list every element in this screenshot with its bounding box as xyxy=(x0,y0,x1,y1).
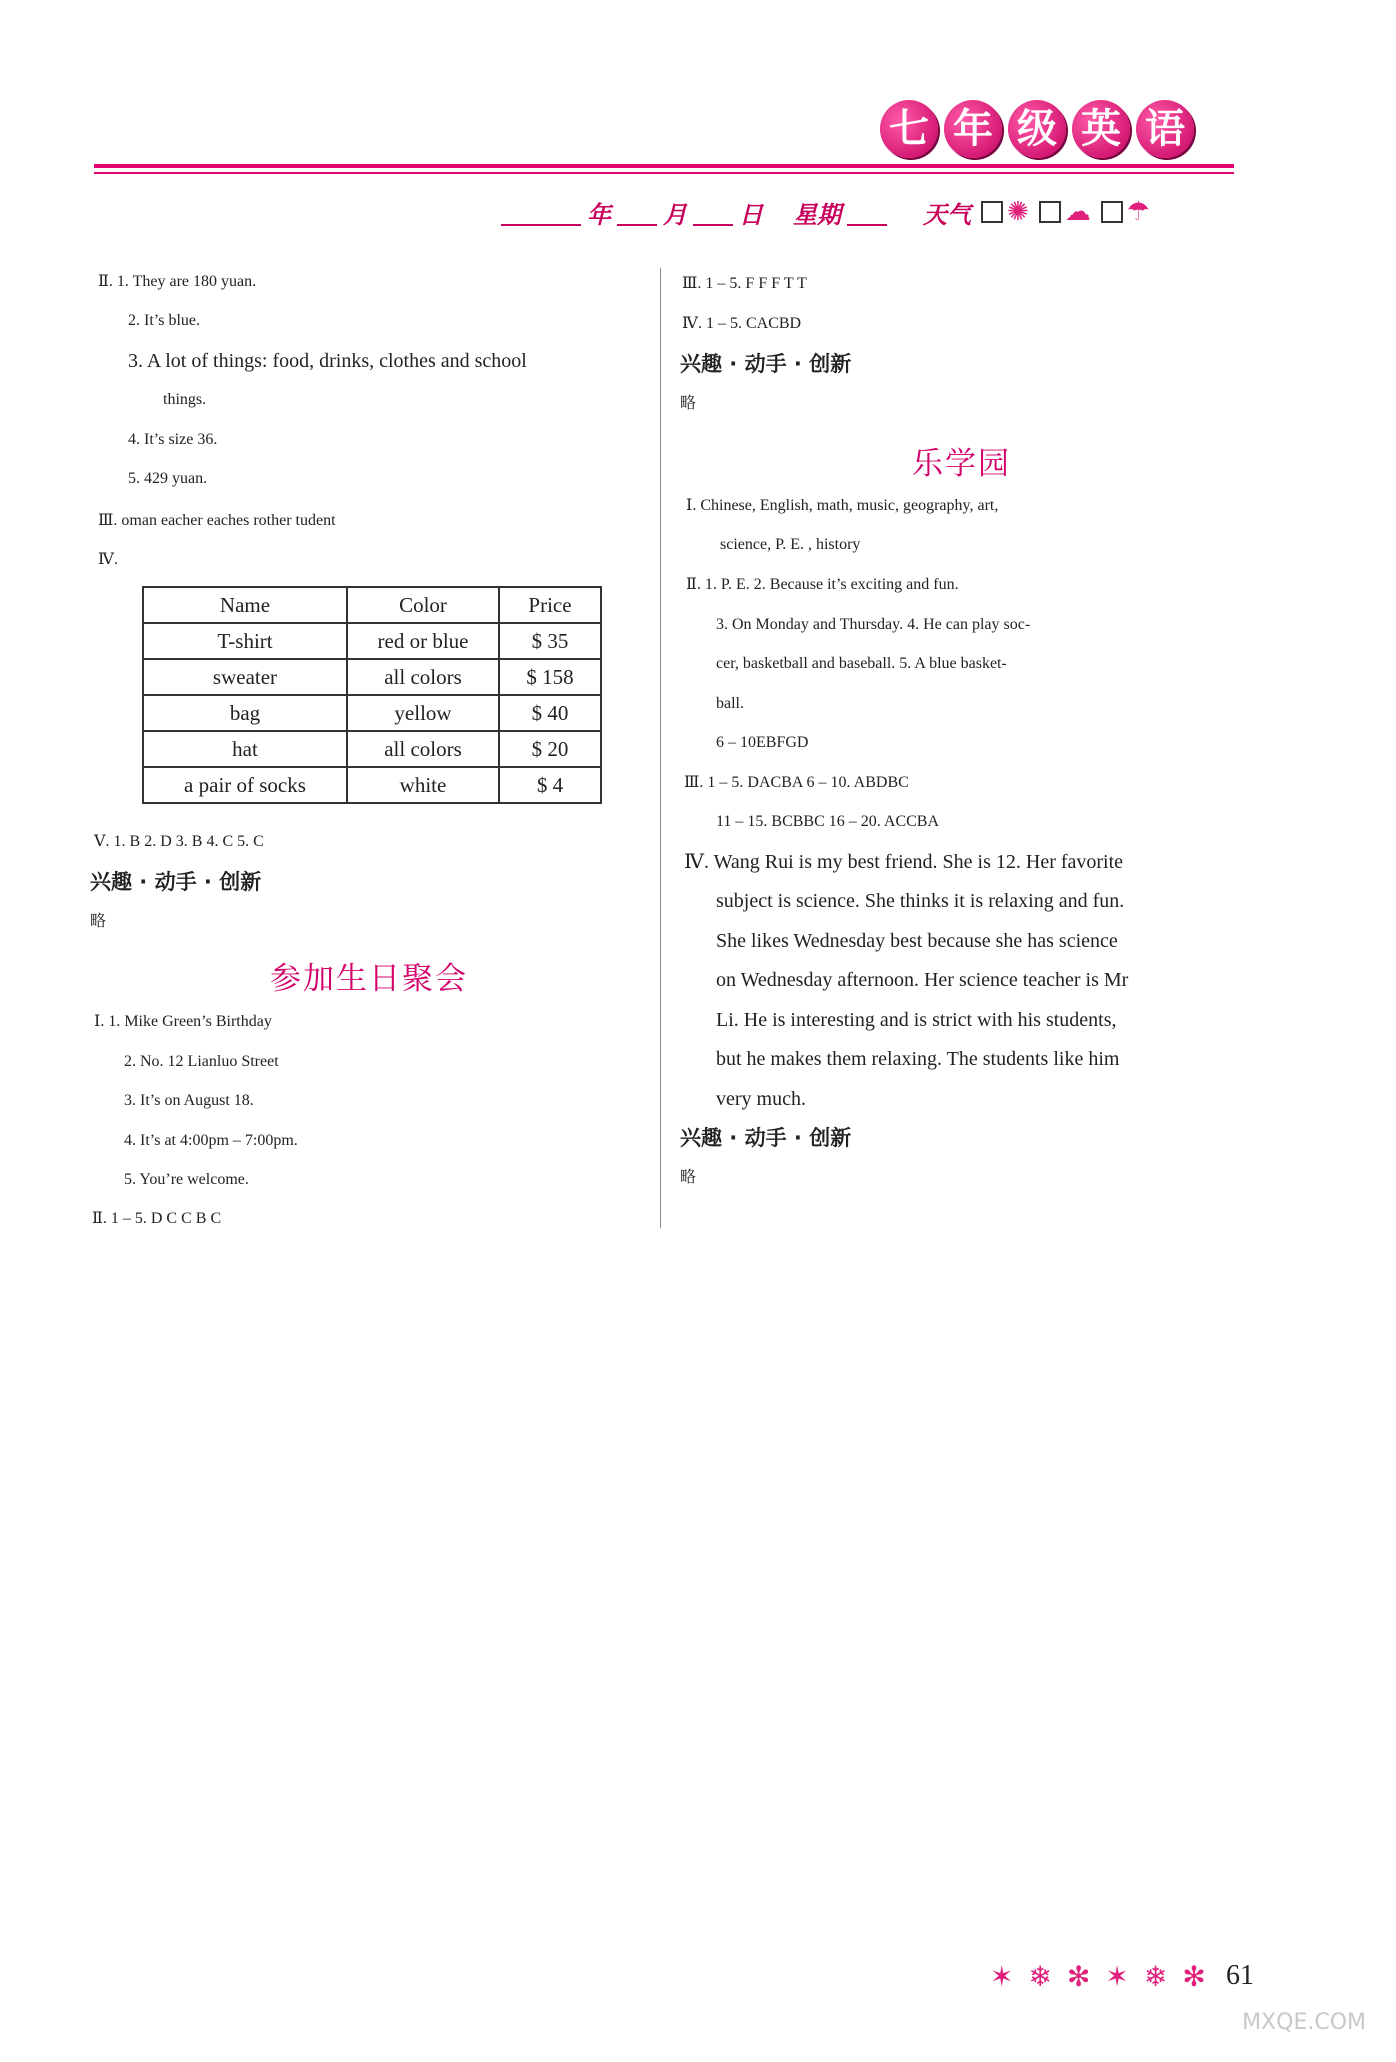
table-cell: $ 40 xyxy=(499,695,601,731)
table-row xyxy=(143,767,601,803)
answer-line: She likes Wednesday best because she has science xyxy=(716,930,1118,952)
answer-line: on Wednesday afternoon. Her science teacher is Mr xyxy=(716,969,1129,991)
answer-line: ball. xyxy=(716,695,744,712)
answer-line: Li. He is interesting and is strict with his students, xyxy=(716,1009,1117,1031)
answer-table xyxy=(142,586,602,804)
section-title-party: 参加生日聚会 xyxy=(270,961,468,997)
date-weather-line xyxy=(495,192,1255,232)
answer-line: things. xyxy=(163,391,207,408)
interest-heading: 兴趣 · 动手 · 创新 xyxy=(680,1126,852,1150)
rain-icon: ☂ xyxy=(1126,197,1151,227)
weather-checkbox-sun xyxy=(981,201,1003,223)
weather-checkbox-cloud xyxy=(1039,201,1061,223)
answer-line: 4. It’s size 36. xyxy=(128,431,218,448)
answer-line: Ⅲ. 1 – 5. DACBA 6 – 10. ABDBC xyxy=(684,774,909,791)
weekday-blank xyxy=(847,198,887,226)
section-title-fun: 乐学园 xyxy=(912,446,1011,482)
answer-line: Ⅲ. 1 – 5. F F F T T xyxy=(682,275,807,292)
answer-line: 4. It’s at 4:00pm – 7:00pm. xyxy=(124,1132,298,1149)
answer-line: 11 – 15. BCBBC 16 – 20. ACCBA xyxy=(716,813,940,830)
year-label: 年 xyxy=(587,200,611,229)
table-cell: white xyxy=(347,767,499,803)
table-cell: all colors xyxy=(347,659,499,695)
table-cell: $ 4 xyxy=(499,767,601,803)
answer-line: but he makes them relaxing. The students like him xyxy=(716,1048,1120,1070)
answer-line: Ⅲ. oman eacher eaches rother tudent xyxy=(98,512,336,529)
day-label: 日 xyxy=(739,200,763,229)
table-cell: a pair of socks xyxy=(143,767,347,803)
day-blank xyxy=(693,198,733,226)
table-row xyxy=(143,623,601,659)
watermark: MXQE.COM xyxy=(1242,2010,1366,2035)
weekday-label: 星期 xyxy=(793,200,841,229)
weather-label: 天气 xyxy=(923,200,971,229)
table-cell: $ 35 xyxy=(499,623,601,659)
answer-line: Ⅳ. 1 – 5. CACBD xyxy=(682,315,802,332)
interest-heading: 兴趣 · 动手 · 创新 xyxy=(680,352,852,376)
table-cell: hat xyxy=(143,731,347,767)
answer-line: 6 – 10EBFGD xyxy=(716,734,809,751)
table-cell: yellow xyxy=(347,695,499,731)
column-header: Price xyxy=(499,587,601,623)
table-cell: red or blue xyxy=(347,623,499,659)
header-rule xyxy=(94,164,1234,168)
table-header-row xyxy=(143,587,601,623)
interest-text: 略 xyxy=(90,913,107,930)
answer-line: subject is science. She thinks it is relaxing and fun. xyxy=(716,890,1125,912)
header-rule-thin xyxy=(94,172,1234,174)
title-char: 语 xyxy=(1136,100,1194,158)
table-cell: $ 158 xyxy=(499,659,601,695)
answer-line: Ⅴ. 1. B 2. D 3. B 4. C 5. C xyxy=(94,833,264,850)
interest-heading: 兴趣 · 动手 · 创新 xyxy=(90,870,262,894)
table-cell: $ 20 xyxy=(499,731,601,767)
table-cell: sweater xyxy=(143,659,347,695)
page-title xyxy=(880,100,1194,158)
year-blank xyxy=(501,198,581,226)
column-header: Name xyxy=(143,587,347,623)
title-char: 英 xyxy=(1072,100,1130,158)
table-cell: bag xyxy=(143,695,347,731)
answer-line: Ⅰ. 1. Mike Green’s Birthday xyxy=(94,1013,272,1030)
answer-line: Ⅳ. xyxy=(98,551,118,568)
interest-text: 略 xyxy=(680,395,697,412)
answer-line: 2. It’s blue. xyxy=(128,312,200,329)
column-header: Color xyxy=(347,587,499,623)
answer-line: Ⅱ. 1 – 5. D C C B C xyxy=(92,1210,222,1227)
table-row xyxy=(143,695,601,731)
answer-line: Ⅱ. 1. They are 180 yuan. xyxy=(98,273,257,290)
month-label: 月 xyxy=(663,200,687,229)
sun-icon: ✺ xyxy=(1007,197,1029,227)
answer-line: Ⅳ. Wang Rui is my best friend. She is 12. Her favorite xyxy=(684,851,1124,873)
answer-line: Ⅱ. 1. P. E. 2. Because it’s exciting and fun. xyxy=(686,576,959,593)
answer-line: Ⅰ. Chinese, English, math, music, geography, art, xyxy=(686,497,999,514)
table-row xyxy=(143,659,601,695)
answer-line: 5. You’re welcome. xyxy=(124,1171,249,1188)
table-cell: T-shirt xyxy=(143,623,347,659)
answer-line: science, P. E. , history xyxy=(720,536,861,553)
answer-line: cer, basketball and baseball. 5. A blue basket- xyxy=(716,655,1007,672)
weather-checkbox-rain xyxy=(1101,201,1123,223)
cloud-icon: ☁ xyxy=(1064,197,1091,227)
table-cell: all colors xyxy=(347,731,499,767)
title-char: 年 xyxy=(944,100,1002,158)
month-blank xyxy=(617,198,657,226)
page-number: 61 xyxy=(1226,1960,1254,1991)
answer-line: 3. A lot of things: food, drinks, clothes and school xyxy=(128,350,527,372)
answer-line: 3. On Monday and Thursday. 4. He can play soc- xyxy=(716,616,1031,633)
table-row xyxy=(143,731,601,767)
answer-line: 3. It’s on August 18. xyxy=(124,1092,254,1109)
title-char: 级 xyxy=(1008,100,1066,158)
answer-line: very much. xyxy=(716,1088,806,1110)
answer-line: 5. 429 yuan. xyxy=(128,470,208,487)
interest-text: 略 xyxy=(680,1169,697,1186)
answer-line: 2. No. 12 Lianluo Street xyxy=(124,1053,279,1070)
title-char: 七 xyxy=(880,100,938,158)
decorative-stars-icon: ✶ ❄ ✻ ✶ ❄ ✻ xyxy=(990,1962,1210,1993)
column-divider xyxy=(660,268,661,1228)
